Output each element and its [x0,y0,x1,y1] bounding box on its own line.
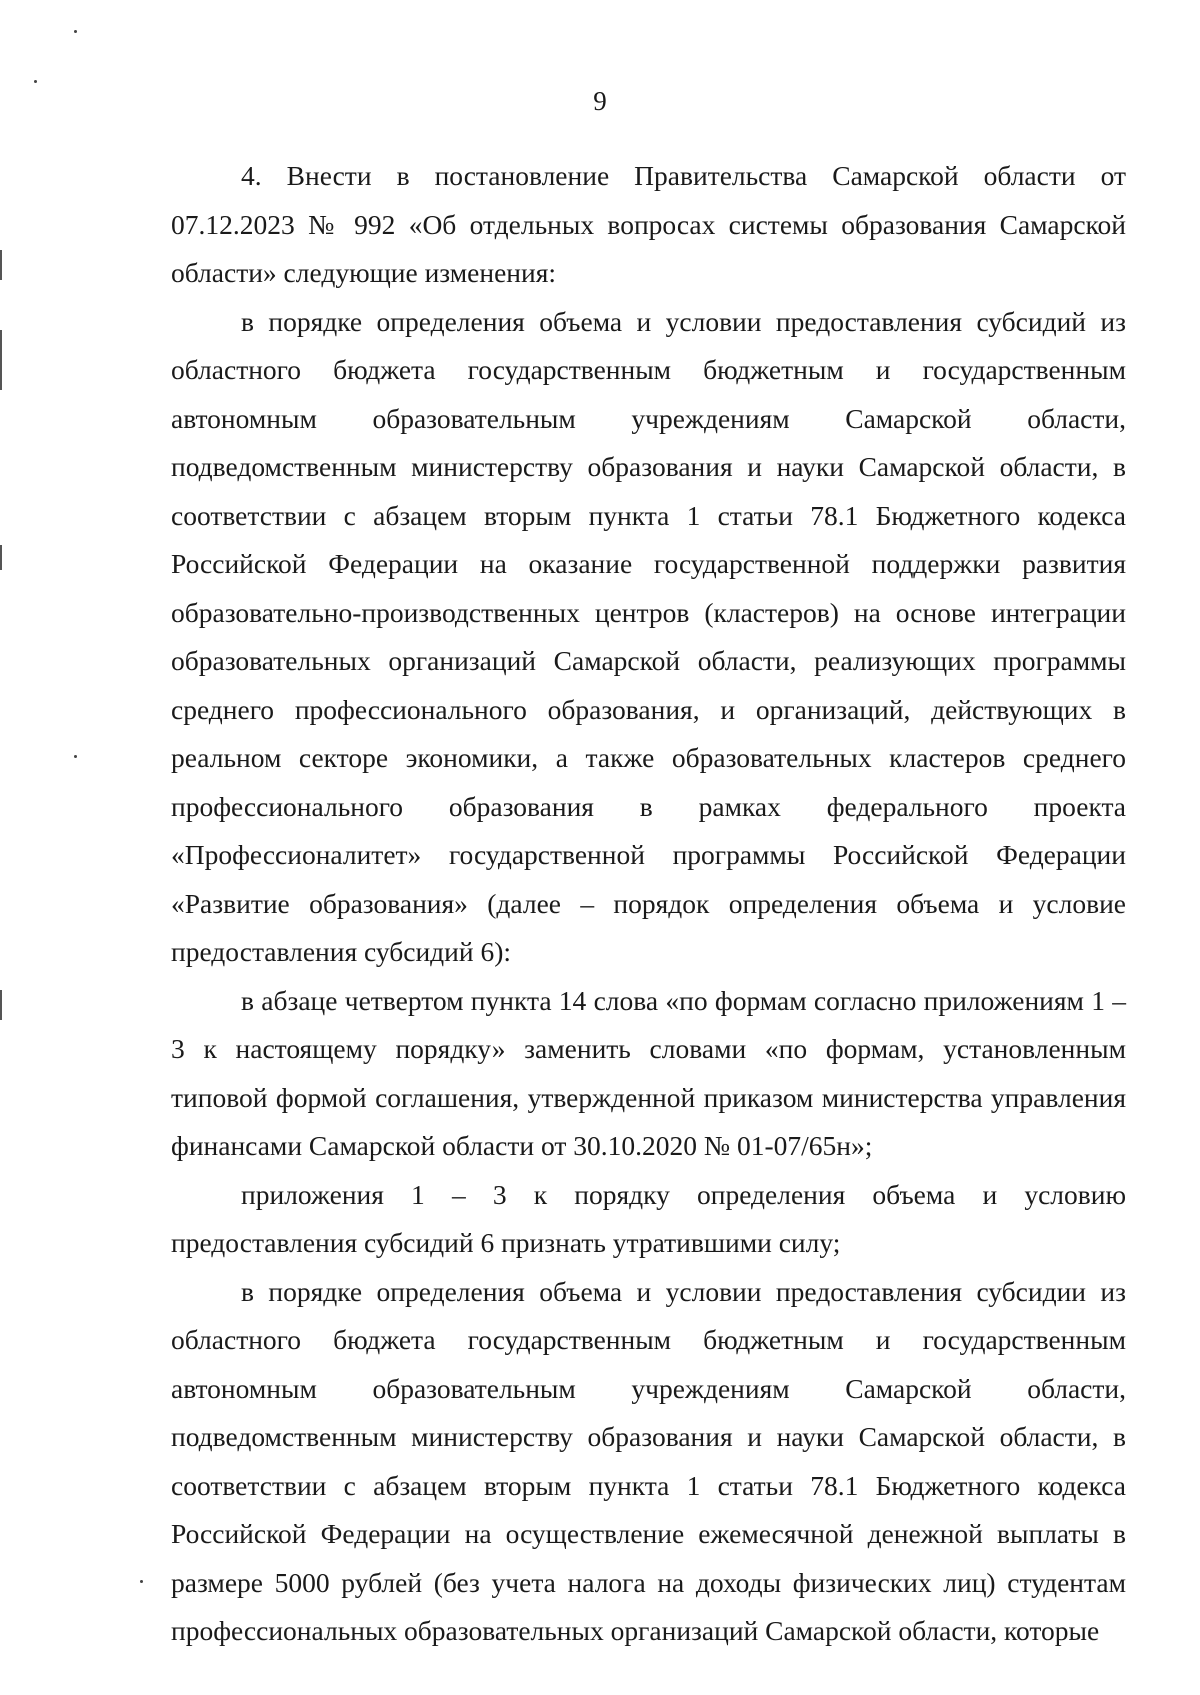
scan-edge-mark [0,330,2,390]
scan-speck [140,1580,143,1583]
paragraph-appendices-void: приложения 1 – 3 к порядку определения объема и условию предоставления субсидий 6 признать утратившими силу; [171,1178,1126,1258]
document-body [171,152,1126,1656]
scan-edge-mark [0,545,2,570]
scan-edge-mark [0,250,2,280]
scan-speck [34,80,37,83]
paragraph-point-14-change: в абзаце четвертом пункта 14 слова «по формам согласно приложениям 1 – 3 к настоящему порядку» заменить словами «по формам, установленным типовой формой соглашения, утвержденной приказом министерства управления финансами Самарской области от 30.10.2020 № 01-07/65н»; [171,984,1126,1161]
scan-speck [74,30,77,33]
scan-speck [74,755,77,758]
paragraph-subsidy-order-6: в порядке определения объема и условии предоставления субсидий из областного бюджета государственным бюджетным и государственным автономным образовательным учреждениям Самарской области, подведомственным министерству образования и науки Самарской области, в соответствии с абзацем вторым пункта 1 статьи 78.1 Бюджетного кодекса Российской Федерации на оказание государственной поддержки развития образовательно-производственных центров (кластеров) на основе интеграции образовательных организаций Самарской области, реализующих программы среднего профессионального образования, и организаций, действующих в реальном секторе экономики, а также образовательных кластеров среднего профессионального образования в рамках федерального проекта «Профессионалитет» государственной программы Российской Федерации «Развитие образования» (далее – порядок определения объема и условие предоставления субсидий 6): [171,305,1126,967]
page-number: 9 [593,86,607,116]
paragraph-monthly-payment-order: в порядке определения объема и условии предоставления субсидии из областного бюджета государственным бюджетным и государственным автономным образовательным учреждениям Самарской области, подведомственным министерству образования и науки Самарской области, в соответствии с абзацем вторым пункта 1 статьи 78.1 Бюджетного кодекса Российской Федерации на осуществление ежемесячной денежной выплаты в размере 5000 рублей (без учета налога на доходы физических лиц) студентам профессиональных образовательных организаций Самарской области, которые [171,1275,1126,1646]
scan-edge-mark [0,990,2,1020]
paragraph-amendment-intro: 4. Внести в постановление Правительства Самарской области от 07.12.2023 № 992 «Об отдельных вопросах системы образования Самарской области» следующие изменения: [171,160,1126,288]
